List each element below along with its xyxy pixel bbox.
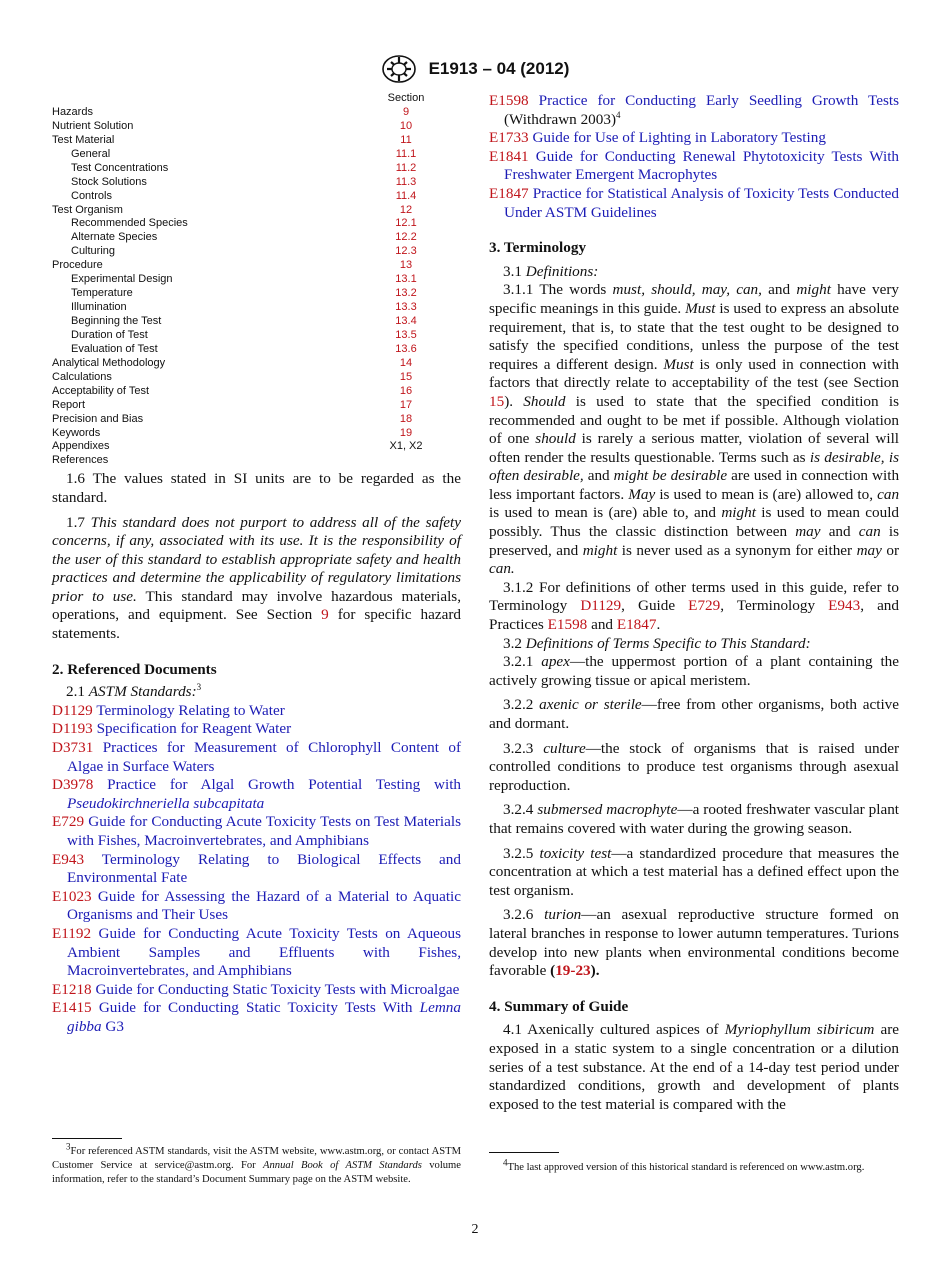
reference-code-link[interactable]: E1218: [52, 980, 92, 998]
toc-row: [52, 148, 461, 162]
toc-heading-row: [52, 92, 461, 106]
footnote-marker: 4: [616, 109, 621, 120]
toc-section-link[interactable]: 11.4: [395, 189, 417, 202]
toc-label: Nutrient Solution: [52, 119, 134, 132]
toc-label: Evaluation of Test: [71, 342, 158, 355]
toc-section-link[interactable]: 10: [399, 119, 413, 132]
toc-label: Analytical Methodology: [52, 356, 166, 369]
toc-section-link[interactable]: 15: [399, 370, 413, 383]
toc-section-link[interactable]: 11.2: [395, 161, 417, 174]
toc-section-link[interactable]: 14: [399, 356, 413, 369]
section-15-link[interactable]: 15: [489, 392, 505, 410]
toc-row: [52, 343, 461, 357]
definition-number: 3.2.1: [503, 653, 534, 671]
definition-text: —the uppermost portion of a plant containing the actively growing tissue or apical meristem.: [489, 653, 900, 689]
toc-section-link[interactable]: 16: [399, 384, 413, 397]
toc-section-link[interactable]: 13.3: [395, 301, 417, 314]
reference-item: [52, 720, 461, 739]
toc-row: [52, 301, 461, 315]
table-of-contents: [52, 92, 461, 468]
toc-row: [52, 413, 461, 427]
reference-title-link[interactable]: Practice for Algal Growth Potential Testing with: [107, 776, 462, 794]
heading-summary-of-guide: 4. Summary of Guide: [489, 997, 629, 1015]
toc-section-link[interactable]: 19: [399, 426, 413, 439]
toc-label: Recommended Species: [71, 217, 188, 230]
reference-title-link[interactable]: Guide for Conducting Acute Toxicity Tests on Aqueous Ambient Samples and Effluents with Fishes, Macroinvertebrates, and Amphibians: [67, 924, 462, 980]
paragraph-1-7: 1.7 This standard does not purport to address all of the safety concerns, if any, associated with its use. It is the responsibility of the user of this standard to establish appropriate safety and health practices and determine the applicability of regulatory limitations prior to use. This standard may involve hazardous materials, operations, and equipment. See Section 9 for specific hazard statements.: [52, 513, 462, 643]
toc-label: Beginning the Test: [71, 315, 162, 327]
toc-row: [52, 231, 461, 245]
reference-title-link[interactable]: Practice for Conducting Early Seedling Growth Tests: [538, 92, 900, 109]
reference-code-link[interactable]: E1733: [489, 129, 529, 147]
reference-title-link[interactable]: Specification for Reagent Water: [96, 720, 292, 738]
toc-row: [52, 440, 461, 454]
reference-code-link[interactable]: E1841: [489, 147, 529, 165]
paragraph-3-1-1: 3.1.1 The words must, should, may, can, and might have very specific meanings in this guide. Must is used to express an absolute requirement, that is, to state that the test ought to be designed to satisfy the specified conditions, unless the purpose of the test requires a different design. Must is only used in connection with factors that directly relate to acceptability of the test (see Section 15). Should is used to state that the specified condition is recommended and ought to be met if possible. Although violation of one should is rarely a serious matter, violation of several will often render the results questionable. Terms such as is desirable, is often desirable, and might be desirable are used in connection with less important factors. May is used to mean is (are) allowed to, can is used to mean is (are) able to, and might is used to mean could possibly. Thus the classic distinction between may and can is preserved, and might is never used as a synonym for either may or can.: [489, 281, 900, 578]
toc-label: Calculations: [52, 370, 112, 383]
reference-item: [52, 981, 461, 1000]
toc-row: [52, 245, 461, 259]
toc-row: [52, 399, 461, 413]
heading-referenced-documents: 2. Referenced Documents: [52, 660, 217, 678]
reference-code-link[interactable]: D1129: [52, 701, 93, 719]
reference-item: [52, 925, 461, 981]
toc-label: Report: [52, 398, 86, 411]
paragraph-3-1: 3.1 Definitions:: [503, 262, 599, 280]
ref-link-e1598[interactable]: E1598: [547, 616, 588, 634]
footnote-3: $^3$For referenced ASTM standards, visit the ASTM website, www.astm.org, or contact ASTM Customer Service at service@astm.org. For Annual Book of ASTM Standards volume information, refer to the standard’s Document Summary page on the ASTM website.: [52, 1138, 461, 1188]
reference-title-link[interactable]: Guide for Conducting Static Toxicity Tests with Microalgae: [95, 980, 460, 998]
paragraph-3-2: 3.2 Definitions of Terms Specific to This Standard:: [503, 634, 811, 652]
toc-label: Illumination: [71, 301, 127, 314]
reference-code-link[interactable]: D3978: [52, 776, 94, 794]
reference-item: [489, 148, 899, 185]
toc-section-link[interactable]: 13: [399, 259, 413, 272]
reference-item: [489, 185, 899, 222]
paragraph-3-1-2: 3.1.2 For definitions of other terms used in this guide, refer to Terminology D1129, Guide E729, Terminology E943, and Practices E1598 and E1847.: [489, 578, 899, 634]
toc-row: [52, 134, 461, 148]
reference-title-italic[interactable]: Pseudokirchneriella subcapitata: [67, 794, 265, 812]
reference-code-link[interactable]: E1598: [489, 92, 529, 109]
reference-code-link[interactable]: E729: [52, 813, 85, 831]
definitions-list: [489, 653, 899, 900]
toc-row: [52, 454, 461, 468]
toc-label: Controls: [71, 189, 112, 202]
toc-section-link[interactable]: 11.3: [395, 175, 417, 188]
definition-item: [489, 740, 899, 796]
definition-item: [489, 696, 899, 733]
toc-row: [52, 120, 461, 134]
reference-code-link[interactable]: E1415: [52, 999, 92, 1017]
toc-row: [52, 315, 461, 329]
toc-row: [52, 287, 461, 301]
toc-section-link[interactable]: 17: [399, 398, 413, 411]
heading-terminology: 3. Terminology: [489, 239, 587, 257]
definition-text: —the stock of organisms that is raised under controlled conditions to produce test organisms through asexual reproduction.: [489, 739, 900, 794]
reference-title-link[interactable]: Guide for Assessing the Hazard of a Material to Aquatic Organisms and Their Uses: [67, 887, 461, 924]
reference-title-link[interactable]: Terminology Relating to Biological Effects and Environmental Fate: [67, 850, 461, 887]
definition-term: submersed macrophyte: [537, 801, 678, 819]
toc-label: Alternate Species: [71, 231, 158, 244]
reference-item: [489, 92, 899, 129]
footnote-rule: [489, 1152, 559, 1153]
toc-row: [52, 176, 461, 190]
reference-title-link[interactable]: Guide for Conducting Acute Toxicity Tests on Test Materials with Fishes, Macroinvertebrates, and Amphibians: [67, 813, 462, 849]
toc-section-link[interactable]: 12.3: [395, 245, 417, 258]
definition-number: 3.2.2: [503, 696, 534, 714]
reference-item: [489, 129, 899, 148]
reference-note: (Withdrawn 2003): [504, 110, 616, 128]
toc-row: [52, 217, 461, 231]
definition-term: toxicity test: [539, 844, 612, 862]
toc-row: [52, 357, 461, 371]
reference-item: [52, 739, 461, 776]
reference-code-link[interactable]: E1192: [52, 924, 92, 942]
toc-section-link[interactable]: 13.4: [395, 315, 417, 327]
toc-section-link[interactable]: X1, X2: [389, 440, 423, 453]
toc-label: Precision and Bias: [52, 412, 144, 425]
toc-row: [52, 371, 461, 385]
toc-label: Culturing: [71, 245, 116, 258]
definition-number: 3.2.4: [503, 801, 534, 819]
toc-row: [52, 329, 461, 343]
reference-item: [52, 888, 461, 925]
reference-item: [52, 776, 461, 813]
footnote-4: $^4$The last approved version of this historical standard is referenced on www.astm.org.: [489, 1152, 899, 1175]
toc-row: [52, 190, 461, 204]
reference-item: [52, 813, 461, 850]
reference-code-link[interactable]: E943: [52, 850, 85, 868]
definition-term: culture: [543, 739, 586, 757]
toc-label: Procedure: [52, 259, 103, 272]
left-column: [52, 92, 462, 1186]
page-number: 2: [471, 1222, 479, 1237]
reference-list-left: [52, 702, 461, 1037]
references-19-23-link[interactable]: 19-23: [555, 962, 591, 980]
reference-code-link[interactable]: D3731: [52, 739, 94, 757]
toc-row: [52, 273, 461, 287]
toc-label: Duration of Test: [71, 328, 148, 341]
toc-label: References: [52, 454, 109, 467]
reference-title-italic[interactable]: Lemna gibba: [67, 999, 461, 1035]
paragraph-1-6: 1.6 The values stated in SI units are to be regarded as the standard.: [52, 470, 461, 506]
reference-title-link[interactable]: Practices for Measurement of Chlorophyll Content of Algae in Surface Waters: [67, 739, 461, 775]
definition-term: axenic or sterile: [539, 696, 642, 714]
toc-label: Experimental Design: [71, 273, 173, 286]
paragraph-2-1: 2.1 ASTM Standards:$^3$: [66, 682, 202, 701]
toc-section-link[interactable]: 9: [402, 105, 410, 118]
toc-row: [52, 204, 461, 218]
reference-list-right: [489, 92, 899, 222]
reference-title-suffix[interactable]: G3: [105, 1017, 124, 1035]
section-9-link[interactable]: 9: [321, 606, 329, 624]
definition-text: —a standardized procedure that measures the concentration at which a test material has a defined effect upon the test organism.: [489, 844, 899, 899]
footnote-rule: [52, 1138, 122, 1139]
toc-section-link[interactable]: 11.1: [395, 147, 417, 160]
reference-code-link[interactable]: D1193: [52, 720, 93, 738]
toc-label: Test Organism: [52, 203, 123, 216]
toc-section-link[interactable]: 12.2: [395, 231, 417, 244]
reference-title-link[interactable]: Guide for Conducting Static Toxicity Tests With: [98, 999, 413, 1017]
page-header: [0, 54, 950, 84]
reference-title-link[interactable]: Guide for Conducting Renewal Phytotoxicity Tests With Freshwater Emergent Macrophytes: [504, 147, 900, 184]
toc-label: Hazards: [52, 105, 93, 118]
toc-section-heading: Section: [387, 92, 425, 104]
toc-section-link[interactable]: 18: [399, 412, 413, 425]
reference-item: [52, 999, 461, 1036]
standard-designation: E1913 – 04 (2012): [428, 59, 570, 78]
definition-number: 3.2.5: [503, 844, 534, 862]
toc-label: General: [71, 147, 111, 160]
toc-row: [52, 259, 461, 273]
toc-section-link[interactable]: 12: [399, 203, 413, 216]
toc-label: Stock Solutions: [71, 175, 147, 188]
toc-label: Temperature: [71, 287, 133, 300]
definition-item: [489, 653, 899, 690]
toc-section-link[interactable]: 13.2: [395, 287, 417, 300]
astm-logo-icon: [381, 54, 417, 84]
reference-title-link[interactable]: Practice for Statistical Analysis of Toxicity Tests Conducted Under ASTM Guidelines: [504, 184, 899, 221]
ref-link-e943[interactable]: E943: [828, 597, 861, 615]
toc-label: Test Concentrations: [71, 161, 169, 174]
definition-item: [489, 801, 899, 838]
ref-link-d1129[interactable]: D1129: [580, 597, 622, 615]
toc-row: [52, 427, 461, 441]
definition-text: —a rooted freshwater vascular plant that remains covered with water during the growing season.: [489, 801, 900, 837]
definition-text: —free from other organisms, both active and dormant.: [489, 696, 899, 732]
ref-link-e1847[interactable]: E1847: [616, 616, 657, 634]
toc-section-link[interactable]: 11: [400, 133, 412, 146]
toc-section-link[interactable]: 13.5: [395, 328, 417, 341]
paragraph-4-1: 4.1 Axenically cultured aspices of Myriophyllum sibiricum are exposed in a static system to a single concentration or a dilution series of a test substance. At the end of a 14-day test period under standardized conditions, growth and development of plants exposed to the test material is compared with the: [489, 1021, 899, 1113]
toc-row: [52, 162, 461, 176]
toc-label: Appendixes: [52, 440, 110, 453]
ref-link-e729[interactable]: E729: [688, 597, 721, 615]
reference-title-link[interactable]: Terminology Relating to Water: [96, 701, 285, 719]
reference-code-link[interactable]: E1023: [52, 887, 92, 905]
toc-section-link[interactable]: 13.1: [395, 273, 417, 286]
reference-title-link[interactable]: Guide for Use of Lighting in Laboratory Testing: [532, 129, 826, 147]
reference-item: [52, 702, 461, 721]
right-column: [489, 92, 900, 1173]
definition-number: 3.2.3: [503, 739, 534, 757]
definition-item: [489, 845, 899, 901]
toc-section-link[interactable]: 13.6: [395, 342, 417, 355]
definition-3-2-6: 3.2.6 turion—an asexual reproductive structure formed on lateral branches in response to lower autumn temperatures. Turions develop into new plants when environmental conditions become favorable (19-23).: [489, 906, 899, 980]
reference-code-link[interactable]: E1847: [489, 184, 529, 202]
toc-row: [52, 385, 461, 399]
reference-item: [52, 851, 461, 888]
toc-label: Keywords: [52, 426, 101, 439]
toc-label: Acceptability of Test: [52, 384, 150, 397]
toc-label: Test Material: [52, 133, 115, 146]
definition-term: apex: [541, 653, 570, 671]
toc-row: [52, 106, 461, 120]
toc-section-link[interactable]: 12.1: [395, 217, 417, 230]
